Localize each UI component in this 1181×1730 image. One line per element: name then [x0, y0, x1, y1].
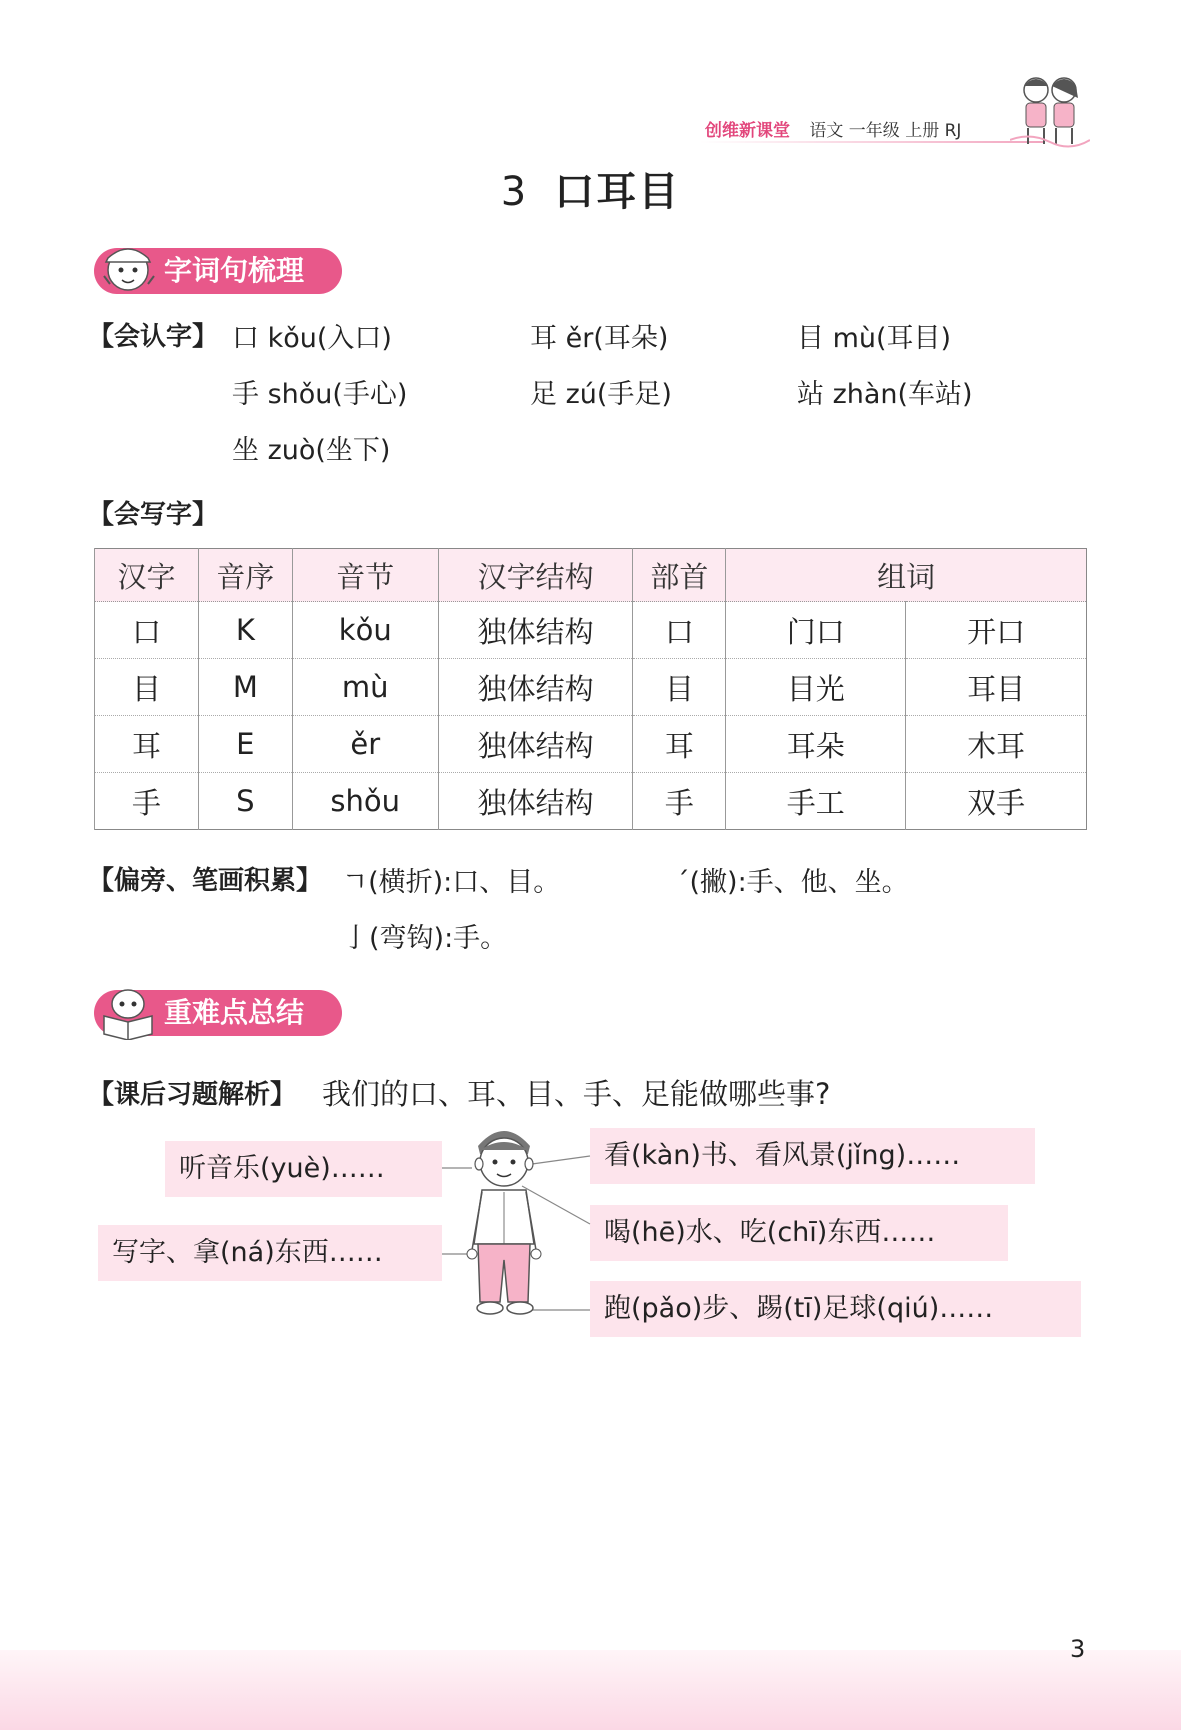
cell: 耳	[95, 716, 199, 773]
brand-name: 创维新课堂	[705, 121, 790, 141]
recognize-item: 目 mù(耳目)	[797, 323, 952, 354]
stroke-glyph: 亅	[342, 923, 369, 954]
boy-illustration	[442, 1120, 592, 1320]
tag-eye: 看(kàn)书、看风景(jǐng)……	[590, 1128, 1035, 1184]
header-cell: 音序	[198, 549, 292, 602]
period: 。	[881, 867, 909, 898]
cell: 双手	[906, 773, 1087, 830]
recognize-item: 足 zú(手足)	[530, 379, 672, 410]
cell: E	[198, 716, 292, 773]
cell: K	[198, 602, 292, 659]
cell: 目	[633, 659, 726, 716]
separator: 、	[773, 867, 801, 898]
header-cell: 汉字	[95, 549, 199, 602]
lesson-name: 口耳目	[554, 169, 681, 215]
example-char: 他	[800, 867, 828, 898]
cell: ěr	[292, 716, 438, 773]
stroke-name: (横折):	[368, 867, 453, 898]
header-bar	[705, 116, 961, 141]
exercise-label: 【课后习题解析】	[88, 1080, 297, 1110]
cell: 独体结构	[438, 773, 633, 830]
cell: 耳	[633, 716, 726, 773]
section-badge-key-points	[94, 990, 342, 1036]
example-char: 坐	[854, 867, 882, 898]
separator: 、	[827, 867, 855, 898]
cell: 目光	[726, 659, 906, 716]
recognize-item: 手 shǒu(手心)	[232, 379, 408, 410]
header-cell: 组词	[726, 549, 1087, 602]
book-meta: 语文 一年级 上册 RJ	[809, 121, 962, 141]
lesson-title	[0, 160, 1181, 217]
cell: S	[198, 773, 292, 830]
recognize-item: 耳 ěr(耳朵)	[530, 323, 669, 354]
children-mascot-icon	[1010, 70, 1090, 150]
table-row	[95, 716, 1087, 773]
lesson-number: 3	[500, 169, 529, 215]
cell: 口	[95, 602, 199, 659]
cell: 耳朵	[726, 716, 906, 773]
exercise-question: 我们的口、耳、目、手、足能做哪些事?	[322, 1077, 831, 1111]
stroke-name: (弯钩):	[369, 923, 454, 954]
section-badge-vocabulary	[94, 248, 342, 294]
stroke-glyph: ˊ	[676, 867, 690, 898]
stroke-hengzhe	[342, 860, 560, 899]
header-cell: 部首	[633, 549, 726, 602]
stroke-wangou	[342, 916, 507, 955]
tag-mouth: 喝(hē)水、吃(chī)东西……	[590, 1205, 1008, 1261]
page-number: 3	[1070, 1635, 1086, 1663]
recognize-item: 口 kǒu(入口)	[232, 323, 392, 354]
table-row	[95, 773, 1087, 830]
strokes-label: 【偏旁、笔画积累】	[88, 866, 323, 896]
recognize-label: 【会认字】	[88, 322, 219, 352]
cell: 手	[633, 773, 726, 830]
reading-mascot-icon	[98, 982, 158, 1040]
cell: shǒu	[292, 773, 438, 830]
table-row	[95, 659, 1087, 716]
section-title: 重难点总结	[164, 996, 305, 1029]
header-cell: 音节	[292, 549, 438, 602]
tag-foot: 跑(pǎo)步、踢(tī)足球(qiú)……	[590, 1281, 1081, 1337]
example-char: 目	[506, 867, 534, 898]
footer-band	[0, 1650, 1181, 1730]
cell: kǒu	[292, 602, 438, 659]
cell: 独体结构	[438, 659, 633, 716]
recognize-item: 坐 zuò(坐下)	[232, 435, 391, 466]
write-label: 【会写字】	[88, 500, 219, 530]
stroke-glyph: ㄱ	[342, 867, 369, 898]
tag-hand: 写字、拿(ná)东西……	[98, 1225, 442, 1281]
cell: 木耳	[906, 716, 1087, 773]
cell: 门口	[726, 602, 906, 659]
cell: 口	[633, 602, 726, 659]
writing-table	[94, 548, 1087, 830]
table-row	[95, 602, 1087, 659]
example-char: 口	[452, 867, 480, 898]
recognize-item: 站 zhàn(车站)	[797, 379, 973, 410]
header-divider	[700, 141, 1045, 143]
cell: 独体结构	[438, 602, 633, 659]
period: 。	[533, 867, 561, 898]
example-char: 手	[746, 867, 774, 898]
example-char: 手	[453, 923, 481, 954]
section-title: 字词句梳理	[164, 254, 305, 287]
stroke-pie	[676, 860, 909, 899]
cell: 手	[95, 773, 199, 830]
cell: 耳目	[906, 659, 1087, 716]
cell: mù	[292, 659, 438, 716]
stroke-name: (撇):	[689, 867, 747, 898]
cell: M	[198, 659, 292, 716]
header-cell: 汉字结构	[438, 549, 633, 602]
separator: 、	[479, 867, 507, 898]
cell: 手工	[726, 773, 906, 830]
cell: 独体结构	[438, 716, 633, 773]
mascot-icon	[98, 240, 158, 298]
cell: 开口	[906, 602, 1087, 659]
tag-ear: 听音乐(yuè)……	[165, 1141, 442, 1197]
table-header-row	[95, 549, 1087, 602]
cell: 目	[95, 659, 199, 716]
period: 。	[480, 923, 508, 954]
